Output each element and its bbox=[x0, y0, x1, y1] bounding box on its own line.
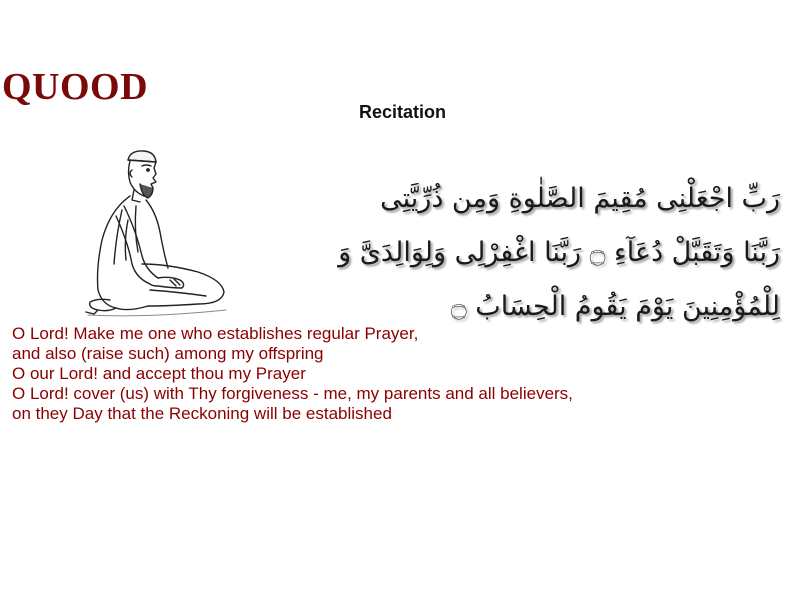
arabic-line: لِلْمُؤْمِنِينَ يَوْمَ يَقُومُ الْحِسَابُ ۝ bbox=[450, 291, 780, 322]
seated-prayer-figure bbox=[58, 140, 238, 320]
section-subtitle: Recitation bbox=[359, 102, 447, 122]
arabic-recitation-text bbox=[340, 172, 780, 334]
translation-line: O Lord! cover (us) with Thy forgiveness - me, my parents and all believers, bbox=[12, 384, 573, 403]
translation-line: and also (raise such) among my offspring bbox=[12, 344, 324, 363]
arabic-line: رَبِّ اجْعَلْنِى مُقِيمَ الصَّلٰوةِ وَمِن ذُرِّيَّتِى bbox=[380, 183, 780, 214]
translation-line: on they Day that the Reckoning will be established bbox=[12, 404, 392, 423]
translation-line: O Lord! Make me one who establishes regular Prayer, bbox=[12, 324, 419, 343]
arabic-line: رَبَّنَا وَتَقَبَّلْ دُعَآءِ ۝ رَبَّنَا اغْفِرْلِى وَلِوَالِدَىَّ وَ bbox=[338, 237, 780, 268]
translation-line: O our Lord! and accept thou my Prayer bbox=[12, 364, 306, 383]
english-translation bbox=[12, 324, 712, 424]
page-title: QUOOD bbox=[2, 66, 149, 108]
